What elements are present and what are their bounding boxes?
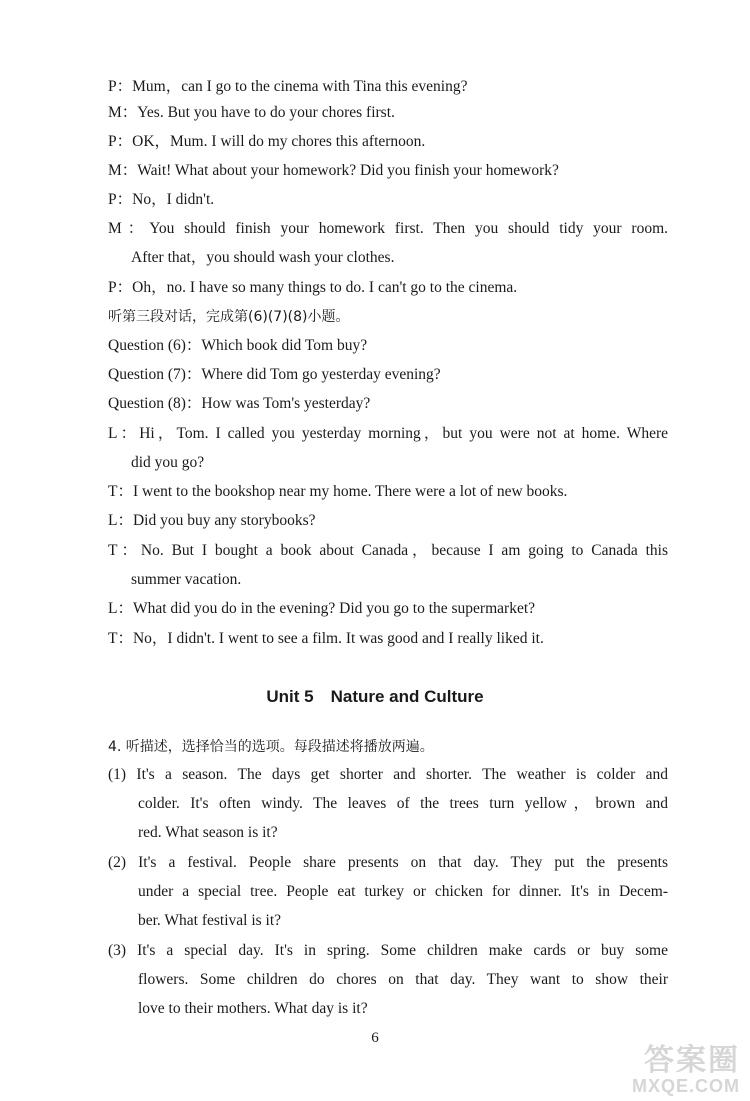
description-line: (3) It's a special day. It's in spring. Some children make cards or buy some <box>108 942 668 959</box>
dialogue-line-continued: After that，you should wash your clothes. <box>131 249 395 266</box>
dialogue-line: M：Wait! What about your homework? Did you finish your homework? <box>108 162 559 179</box>
dialogue-line: P：No，I didn't. <box>108 191 215 208</box>
description-line-continued: under a special tree. People eat turkey or chicken for dinner. It's in Decem- <box>138 883 668 900</box>
dialogue-line: L：What did you do in the evening? Did you go to the supermarket? <box>108 600 536 617</box>
dialogue-line: P：Oh，no. I have so many things to do. I can't go to the cinema. <box>108 279 518 296</box>
watermark-top-text: 答案圈 <box>644 1044 740 1077</box>
description-line-continued: love to their mothers. What day is it? <box>138 1000 368 1017</box>
description-line-continued: red. What season is it? <box>138 824 278 841</box>
dialogue-line: L：Hi，Tom. I called you yesterday morning，but you were not at home. Where <box>108 425 668 442</box>
dialogue-line: M：Yes. But you have to do your chores first. <box>108 104 395 121</box>
dialogue-line: M：You should finish your homework first. Then you should tidy your room. <box>108 220 668 237</box>
dialogue-line-continued: summer vacation. <box>131 571 242 588</box>
question-line: Question (8)：How was Tom's yesterday? <box>108 395 371 412</box>
description-line-continued: flowers. Some children do chores on that day. They want to show their <box>138 971 668 988</box>
page-number: 6 <box>371 1030 379 1046</box>
description-line-continued: colder. It's often windy. The leaves of the trees turn yellow，brown and <box>138 795 668 812</box>
description-line: (2) It's a festival. People share presents on that day. They put the presents <box>108 854 668 871</box>
dialogue-line: T：No，I didn't. I went to see a film. It was good and I really liked it. <box>108 630 544 647</box>
watermark-logo <box>590 1045 740 1095</box>
dialogue-line: L：Did you buy any storybooks? <box>108 512 316 529</box>
unit-heading: Unit 5 Nature and Culture <box>266 687 484 706</box>
description-line: (1) It's a season. The days get shorter and shorter. The weather is colder and <box>108 766 668 783</box>
dialogue-line: T：No. But I bought a book about Canada，because I am going to Canada this <box>108 542 668 559</box>
dialogue-line: P：OK，Mum. I will do my chores this afternoon. <box>108 133 426 150</box>
dialogue-line: T：I went to the bookshop near my home. There were a lot of new books. <box>108 483 568 500</box>
watermark-bottom-text: MXQE.COM <box>631 1076 740 1096</box>
question-line: Question (6)：Which book did Tom buy? <box>108 337 368 354</box>
description-line-continued: ber. What festival is it? <box>138 912 282 929</box>
question-line: Question (7)：Where did Tom go yesterday evening? <box>108 366 441 383</box>
dialogue-line: P：Mum，can I go to the cinema with Tina this evening? <box>108 78 468 95</box>
section-4-instruction: 4. 听描述，选择恰当的选项。每段描述将播放两遍。 <box>108 739 434 755</box>
instruction-dialogue-3: 听第三段对话，完成第(6)(7)(8)小题。 <box>108 309 350 325</box>
dialogue-line-continued: did you go? <box>131 454 205 471</box>
